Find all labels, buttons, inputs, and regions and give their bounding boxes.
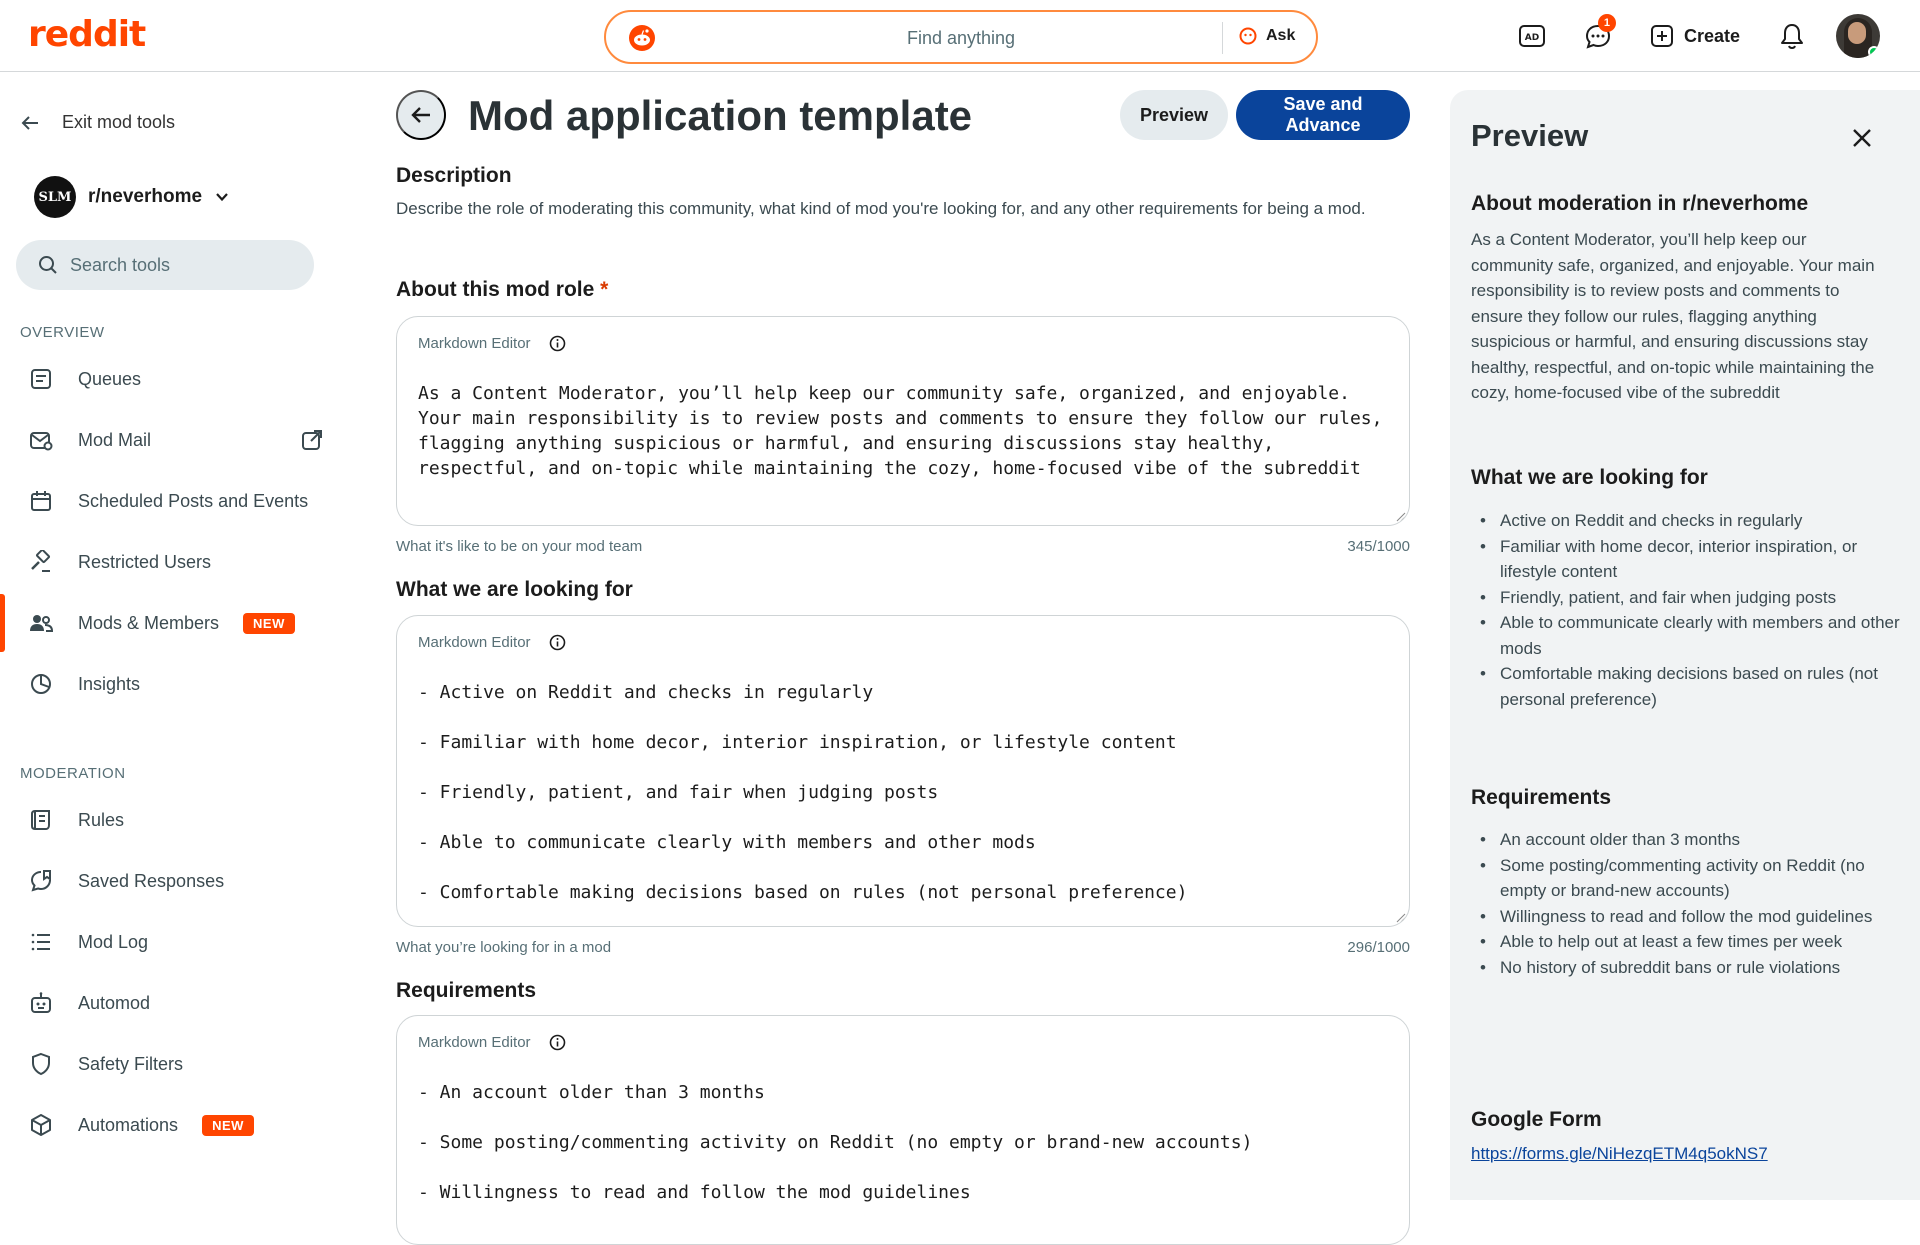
search-divider — [1222, 22, 1223, 54]
search-placeholder[interactable]: Find anything — [906, 28, 1016, 48]
looking-for-label: What we are looking for — [396, 578, 633, 601]
user-avatar[interactable] — [1836, 14, 1880, 58]
sidebar-item-rules[interactable] — [0, 791, 340, 849]
google-form-link[interactable]: https://forms.gle/NiHezqETM4q5okNS7 — [1471, 1144, 1768, 1163]
about-role-char-count: 345/1000 — [1347, 538, 1410, 555]
queue-icon — [28, 366, 54, 392]
search-icon — [38, 255, 58, 275]
about-role-editor[interactable] — [396, 316, 1410, 526]
list-item: • No history of subreddit bans or rule violations — [1500, 955, 1900, 981]
list-item: • Familiar with home decor, interior inspiration, or lifestyle content — [1500, 534, 1900, 585]
sidebar-item-label: Restricted Users — [78, 551, 212, 572]
saved-responses-icon — [28, 868, 54, 894]
advertise-icon — [1518, 24, 1546, 48]
markdown-editor-label: Markdown Editor — [418, 634, 531, 651]
preview-looking-list — [1500, 508, 1900, 712]
svg-text:AD: AD — [1524, 33, 1540, 43]
ask-icon — [1238, 26, 1258, 46]
sidebar-item-mods-members[interactable] — [0, 594, 340, 652]
sidebar-item-label: Safety Filters — [78, 1053, 184, 1074]
reddit-logo[interactable]: reddit — [28, 14, 146, 55]
requirements-editor[interactable] — [396, 1015, 1410, 1245]
sidebar-item-scheduled-posts[interactable] — [0, 472, 340, 530]
preview-about-heading: About moderation in r/neverhome — [1471, 192, 1809, 215]
back-button[interactable] — [396, 90, 446, 140]
markdown-editor-header — [418, 335, 566, 352]
sidebar-item-queues[interactable] — [0, 350, 340, 408]
list-item: • Some posting/commenting activity on Reddit (no empty or brand-new accounts) — [1500, 853, 1900, 904]
calendar-icon — [28, 488, 54, 514]
search-tools-input[interactable] — [16, 240, 314, 290]
new-badge: NEW — [202, 1115, 254, 1136]
rules-icon — [28, 807, 54, 833]
robot-icon — [28, 990, 54, 1016]
about-role-helper: What it's like to be on your mod team — [396, 538, 643, 555]
exit-label: Exit mod tools — [62, 112, 176, 132]
online-indicator — [1868, 46, 1880, 58]
create-button[interactable] — [1642, 24, 1748, 48]
new-badge: NEW — [243, 613, 295, 634]
chat-button[interactable] — [1576, 14, 1620, 58]
advertise-button[interactable] — [1510, 14, 1554, 58]
list-item: • Able to communicate clearly with members and other mods — [1500, 610, 1900, 661]
users-icon — [28, 610, 54, 636]
preview-looking-heading: What we are looking for — [1471, 466, 1708, 489]
mod-tools-sidebar — [0, 72, 340, 1200]
moderation-section-label: MODERATION — [20, 765, 126, 782]
avatar-face — [1848, 22, 1866, 44]
markdown-editor-header — [418, 634, 566, 651]
community-switcher[interactable] — [34, 176, 230, 218]
overview-section-label: OVERVIEW — [20, 324, 105, 341]
sidebar-item-restricted-users[interactable] — [0, 533, 340, 591]
sidebar-item-label: Mod Mail — [78, 429, 152, 450]
sidebar-item-label: Mods & Members — [78, 612, 220, 633]
list-item: • Comfortable making decisions based on rules (not personal preference) — [1500, 661, 1900, 712]
community-name: r/neverhome — [88, 186, 203, 207]
about-role-textarea[interactable]: As a Content Moderator, you’ll help keep our community safe, organized, and enjoyable. Your main responsibility is to review posts and comments to ensure they follow our rules, flagging anything suspicious or harmful, and ensuring discussions stay healthy, respectful, and on-topic while maintaining the cozy, home-focused vibe of the subreddit — [418, 383, 1383, 479]
info-icon[interactable] — [549, 1034, 566, 1051]
search-tools-placeholder: Search tools — [70, 254, 171, 275]
about-role-label — [396, 278, 608, 302]
sidebar-item-mod-mail[interactable] — [0, 411, 340, 469]
sidebar-item-safety-filters[interactable] — [0, 1035, 340, 1093]
requirements-label: Requirements — [396, 979, 537, 1002]
list-item: • An account older than 3 months — [1500, 827, 1900, 853]
insights-icon — [28, 671, 54, 697]
close-preview-button[interactable] — [1840, 116, 1884, 160]
cube-icon — [28, 1112, 54, 1138]
external-link-icon[interactable] — [300, 428, 324, 452]
sidebar-item-mod-log[interactable] — [0, 913, 340, 971]
shield-icon — [28, 1051, 54, 1077]
global-search[interactable] — [604, 10, 1318, 64]
list-icon — [28, 929, 54, 955]
hammer-icon — [28, 549, 54, 575]
description-heading: Description — [396, 164, 512, 187]
mail-icon — [28, 427, 54, 453]
page-title: Mod application template — [468, 92, 973, 139]
preview-requirements-heading: Requirements — [1471, 786, 1612, 809]
markdown-editor-label: Markdown Editor — [418, 335, 531, 352]
create-label: Create — [1683, 25, 1740, 46]
sidebar-item-label: Mod Log — [78, 931, 149, 952]
notifications-button[interactable] — [1770, 14, 1814, 58]
looking-for-editor[interactable] — [396, 615, 1410, 927]
application-template-form — [396, 72, 1410, 1203]
info-icon[interactable] — [549, 634, 566, 651]
sidebar-item-saved-responses[interactable] — [0, 852, 340, 910]
looking-for-helper: What you’re looking for in a mod — [396, 939, 612, 956]
exit-mod-tools[interactable] — [20, 112, 175, 133]
sidebar-item-label: Queues — [78, 368, 142, 389]
bell-icon — [1779, 22, 1805, 50]
looking-for-textarea[interactable]: - Active on Reddit and checks in regularly - Familiar with home decor, interior inspiration, or lifestyle content - Friendly, patient, and fair when judging posts - Able to communicate clearly with members and other mods - Comfortable making decisions based on rules (not personal preference) — [418, 682, 1188, 903]
preview-title: Preview — [1471, 118, 1589, 153]
sidebar-item-label: Saved Responses — [78, 870, 225, 891]
close-icon — [1851, 127, 1873, 149]
preview-form-heading: Google Form — [1471, 1108, 1602, 1131]
markdown-editor-label: Markdown Editor — [418, 1034, 531, 1051]
list-item: • Friendly, patient, and fair when judging posts — [1500, 585, 1900, 611]
sidebar-item-automations[interactable] — [0, 1096, 340, 1154]
ask-button[interactable] — [1238, 26, 1295, 46]
community-avatar: SLM — [34, 176, 76, 218]
top-actions — [1510, 14, 1880, 58]
arrow-left-icon — [409, 103, 433, 127]
preview-button[interactable]: Preview — [1120, 90, 1228, 140]
list-item: • Active on Reddit and checks in regularly — [1500, 508, 1900, 534]
list-item: • Willingness to read and follow the mod guidelines — [1500, 904, 1900, 930]
markdown-editor-header — [418, 1034, 566, 1051]
looking-for-char-count: 296/1000 — [1347, 939, 1410, 956]
sidebar-item-label: Scheduled Posts and Events — [78, 490, 309, 511]
plus-square-icon — [1650, 24, 1674, 48]
sidebar-item-label: Rules — [78, 809, 125, 830]
preview-panel — [1450, 90, 1920, 1200]
requirements-textarea[interactable]: - An account older than 3 months - Some posting/commenting activity on Reddit (no empty or brand-new accounts) - Willingness to read and follow the mod guidelines — [418, 1082, 1253, 1203]
chevron-down-icon — [214, 189, 230, 205]
top-bar — [0, 0, 1920, 72]
save-and-advance-button[interactable]: Save and Advance — [1236, 90, 1410, 140]
resize-handle-icon[interactable] — [1396, 913, 1406, 923]
list-item: • Able to help out at least a few times per week — [1500, 929, 1900, 955]
sidebar-item-label: Automations — [78, 1114, 179, 1135]
resize-handle-icon[interactable] — [1396, 512, 1406, 522]
sidebar-item-insights[interactable] — [0, 655, 340, 713]
preview-about-text: As a Content Moderator, you’ll help keep our community safe, organized, and enjoyable. Your main responsibility is to review posts and comments to ensure they follow our rules, flagging anything suspicious or harmful, and ensuring discussions stay healthy, respectful, and on-topic while maintaining the cozy, home-focused vibe of the subreddit — [1471, 230, 1875, 402]
ask-label: Ask — [1266, 27, 1296, 44]
about-role-label-text: About this mod role — [396, 278, 595, 301]
sidebar-item-automod[interactable] — [0, 974, 340, 1032]
preview-requirements-list — [1500, 827, 1900, 980]
arrow-left-icon — [20, 113, 40, 133]
sidebar-item-label: Insights — [78, 673, 141, 694]
description-text: Describe the role of moderating this community, what kind of mod you're looking for, and any other requirements for being a mod. — [396, 199, 1366, 218]
chat-badge: 1 — [1598, 14, 1616, 32]
info-icon[interactable] — [549, 335, 566, 352]
sidebar-item-label: Automod — [78, 992, 151, 1013]
required-marker: * — [600, 278, 609, 301]
